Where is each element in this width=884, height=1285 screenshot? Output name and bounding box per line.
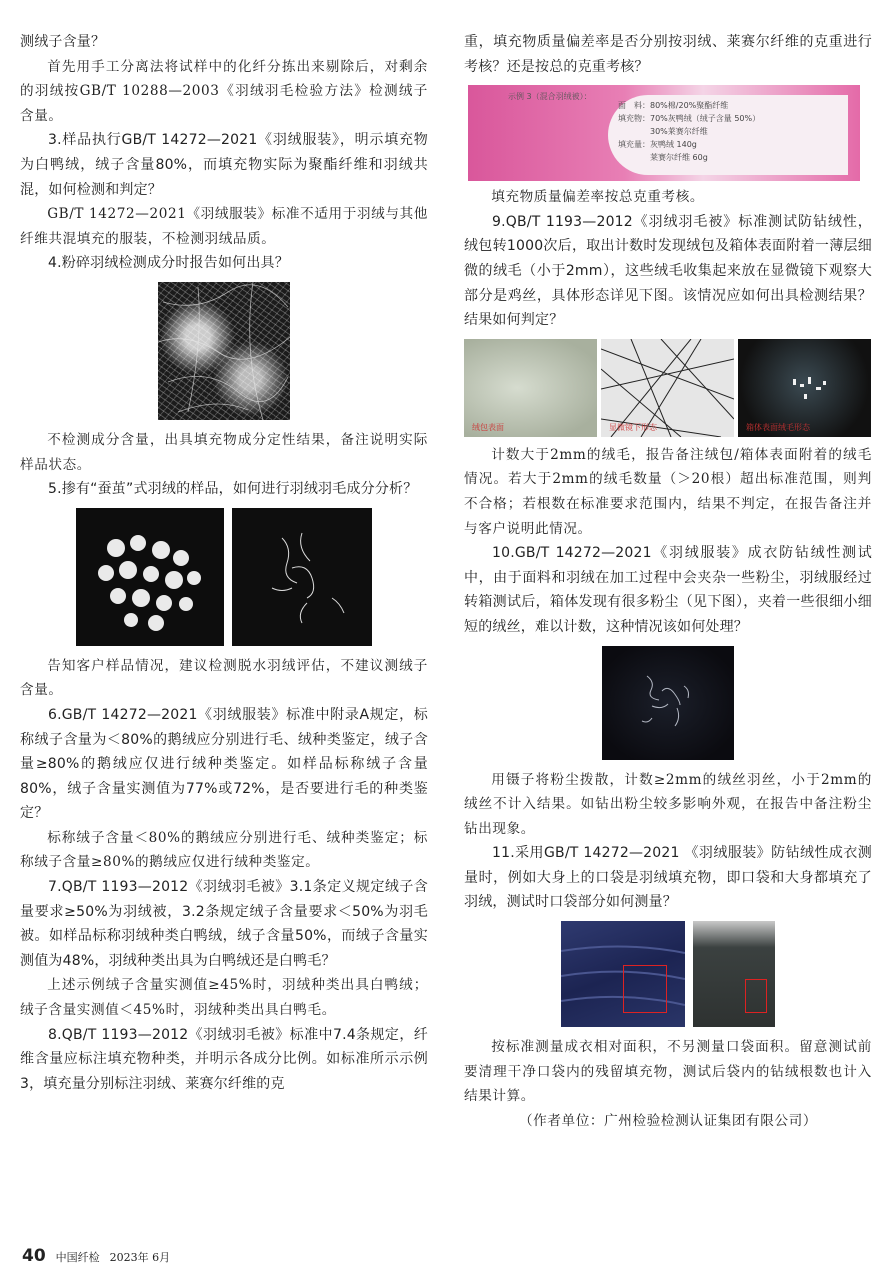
page-footer bbox=[22, 1246, 170, 1266]
dust-photo bbox=[602, 646, 734, 760]
example-line: 面 料：80%棉/20%聚酯纤维 bbox=[618, 101, 729, 111]
question-10: 10.GB/T 14272—2021《羽绒服装》成衣防钻绒性测试中，由于面料和羽绒在加工过程中会夹杂一些粉尘，羽绒服经过转箱测试后，箱体发现有很多粉尘（见下图），夹着一些很细小细短的绒丝，难以计数，这种情况该如何处理？ bbox=[464, 545, 872, 635]
answer-3: GB/T 14272—2021《羽绒服装》标准不适用于羽绒与其他纤维共混填充的服装，不检测羽绒品质。 bbox=[20, 206, 428, 247]
publication-name: 中国纤检 bbox=[55, 1251, 100, 1264]
pocket-highlight bbox=[745, 979, 767, 1013]
example-line: 30%莱赛尔纤维 bbox=[618, 127, 708, 137]
box-surface-photo bbox=[738, 339, 871, 437]
figure-down-surface bbox=[464, 339, 872, 437]
photo-caption: 绒包表面 bbox=[472, 422, 504, 432]
right-column bbox=[464, 30, 872, 1133]
example-3-figure bbox=[468, 85, 860, 181]
pocket-highlight bbox=[623, 965, 667, 1013]
figure-jackets bbox=[464, 921, 872, 1027]
figure-crushed-down bbox=[20, 282, 428, 420]
bag-surface-photo bbox=[464, 339, 597, 437]
publication-date: 2023年 6月 bbox=[109, 1251, 171, 1264]
question-9: 9.QB/T 1193—2012《羽绒羽毛被》标准测试防钻绒性，绒包转1000次后，取出计数时发现绒包及箱体表面附着一薄层细微的绒毛（小于2mm），这些绒毛收集起来放在显微镜下观察大部分是鸡丝，具体形态详见下图。该情况应如何出具检测结果？结果如何判定？ bbox=[464, 213, 872, 329]
answer-6: 标称绒子含量＜80%的鹅绒应分别进行毛、绒种类鉴定；标称绒子含量≥80%的鹅绒应仅进行绒种类鉴定。 bbox=[20, 829, 428, 871]
crushed-down-photo bbox=[158, 282, 290, 420]
question-7: 7.QB/T 1193—2012《羽绒羽毛被》3.1条定义规定绒子含量要求≥50%为羽绒被，3.2条规定绒子含量要求＜50%为羽毛被。如样品标称羽绒种类白鸭绒，绒子含量50%，而绒子含量实测值为48%，羽绒种类出具为白鸭绒还是白鸭毛？ bbox=[20, 879, 428, 969]
question-6: 6.GB/T 14272—2021《羽绒服装》标准中附录A规定，标称绒子含量为＜80%的鹅绒应分别进行毛、绒种类鉴定，绒子含量≥80%的鹅绒应仅进行绒种类鉴定。如样品标称绒子含量80%，绒子含量实测值为77%或72%，是否要进行毛的种类鉴定？ bbox=[20, 706, 428, 822]
example-line: 填充量：灰鸭绒 140g bbox=[618, 140, 697, 150]
author-affiliation: （作者单位：广州检验检测认证集团有限公司） bbox=[518, 1112, 818, 1129]
question-8-continued: 重，填充物质量偏差率是否分别按羽绒、莱赛尔纤维的克重进行考核？还是按总的克重考核？ bbox=[464, 34, 872, 75]
figure-dust bbox=[464, 646, 872, 760]
answer-5: 告知客户样品情况，建议检测脱水羽绒评估，不建议测绒子含量。 bbox=[20, 657, 428, 699]
figure-cocoon-down bbox=[20, 508, 428, 646]
answer-4: 不检测成分含量，出具填充物成分定性结果，备注说明实际样品状态。 bbox=[20, 431, 428, 473]
answer-paragraph: 首先用手工分离法将试样中的化纤分拣出来剔除后，对剩余的羽绒按GB/T 10288—2003《羽绒羽毛检验方法》检测绒子含量。 bbox=[20, 58, 428, 124]
question-3: 3.样品执行GB/T 14272—2021《羽绒服装》，明示填充物为白鸭绒，绒子含量80%，而填充物实际为聚酯纤维和羽绒共混，如何检测和判定？ bbox=[20, 132, 428, 198]
page-number: 40 bbox=[22, 1246, 46, 1266]
cocoon-detail-photo bbox=[232, 508, 372, 646]
answer-9: 计数大于2mm的绒毛，报告备注绒包/箱体表面附着的绒毛情况。若大于2mm的绒毛数量（＞20根）超出标准范围，则判不合格；若根数在标准要求范围内，结果不判定，在报告备注并与客户说明此情况。 bbox=[464, 446, 872, 537]
example-line: 莱赛尔纤维 60g bbox=[618, 153, 708, 163]
jacket-photo-blue bbox=[561, 921, 685, 1027]
answer-8: 填充物质量偏差率按总克重考核。 bbox=[491, 189, 705, 206]
example-title: 示例 3（混合羽绒被）： bbox=[508, 92, 592, 102]
answer-10: 用镊子将粉尘拨散，计数≥2mm的绒丝羽丝，小于2mm的绒丝不计入结果。如钻出粉尘较多影响外观，在报告中备注粉尘钻出现象。 bbox=[464, 771, 872, 837]
question-4: 4.粉碎羽绒检测成分时报告如何出具？ bbox=[48, 255, 289, 272]
example-line: 填充物：70%灰鸭绒（绒子含量 50%） bbox=[618, 114, 761, 124]
question-11: 11.采用GB/T 14272—2021 《羽绒服装》防钻绒性成衣测量时，例如大身上的口袋是羽绒填充物，即口袋和大身都填充了羽绒，测试时口袋部分如何测量？ bbox=[464, 845, 872, 911]
answer-11: 按标准测量成衣相对面积，不另测量口袋面积。留意测试前要清理干净口袋内的残留填充物，测试后袋内的钻绒根数也计入结果计算。 bbox=[464, 1039, 872, 1105]
left-column bbox=[20, 30, 428, 1096]
photo-caption: 显微镜下形态 bbox=[609, 422, 657, 432]
question-8: 8.QB/T 1193—2012《羽绒羽毛被》标准中7.4条规定，纤维含量应标注填充物种类，并明示各成分比例。如标准所示示例3，填充量分别标注羽绒、莱赛尔纤维的克 bbox=[20, 1026, 428, 1092]
photo-caption: 箱体表面绒毛形态 bbox=[746, 422, 810, 432]
example-lines bbox=[618, 99, 760, 164]
jacket-photo-grey bbox=[693, 921, 775, 1027]
paragraph: 测绒子含量？ bbox=[20, 34, 106, 50]
answer-7: 上述示例绒子含量实测值≥45%时，羽绒种类出具白鸭绒；绒子含量实测值＜45%时，羽绒种类出具白鸭毛。 bbox=[20, 977, 428, 1019]
question-5: 5.掺有“蚕茧”式羽绒的样品，如何进行羽绒羽毛成分分析？ bbox=[48, 481, 418, 498]
microscope-photo bbox=[601, 339, 734, 437]
cocoon-down-photo bbox=[76, 508, 224, 646]
